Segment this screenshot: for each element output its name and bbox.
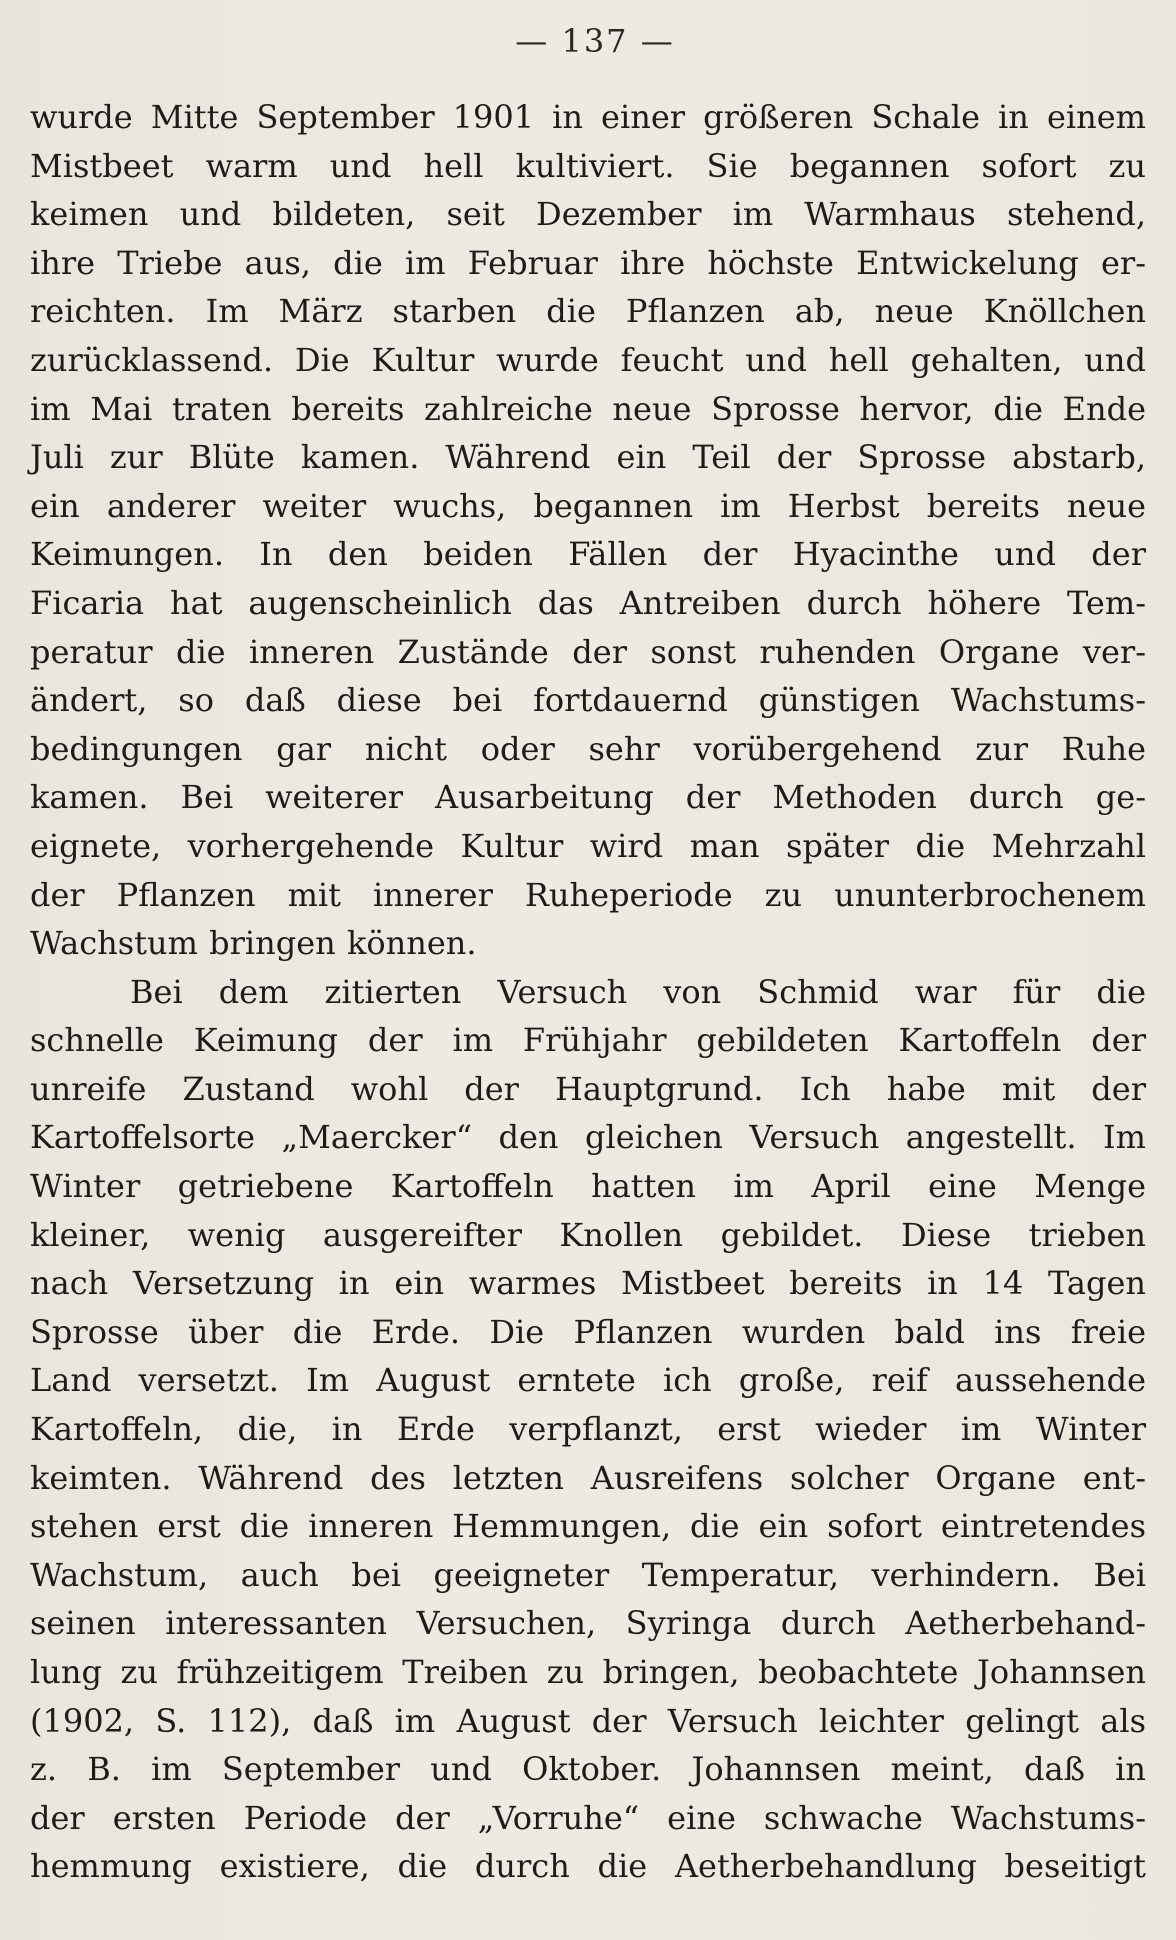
text-line: Wachstum, auch bei geeigneter Temperatur, verhindern. Bei — [30, 1555, 1146, 1594]
text-line: Ficaria hat augenscheinlich das Antreiben durch höhere Tem- — [30, 583, 1146, 622]
text-line: Winter getriebene Kartoffeln hatten im April eine Menge — [30, 1167, 1146, 1206]
text-line: Mistbeet warm und hell kultiviert. Sie begannen sofort zu — [30, 146, 1146, 185]
text-line: lung zu frühzeitigem Treiben zu bringen, beobachtete Johannsen — [30, 1653, 1146, 1691]
text-line: (1902, S. 112), daß im August der Versuch leichter gelingt als — [30, 1701, 1146, 1740]
text-line: hemmung existiere, die durch die Aetherbehandlung beseitigt — [30, 1847, 1146, 1886]
text-line: keimten. Während des letzten Ausreifens solcher Organe ent- — [30, 1458, 1146, 1497]
text-line: schnelle Keimung der im Frühjahr gebildeten Kartoffeln der — [30, 1021, 1146, 1060]
text-line: eignete, vorhergehende Kultur wird man später die Mehrzahl — [30, 826, 1146, 865]
text-line: Bei dem zitierten Versuch von Schmid war für die — [130, 972, 1146, 1011]
text-line: nach Versetzung in ein warmes Mistbeet bereits in 14 Tagen — [30, 1264, 1146, 1303]
text-line: keimen und bildeten, seit Dezember im Warmhaus stehend, — [30, 195, 1146, 234]
text-line: z. B. im September und Oktober. Johannsen meint, daß in — [30, 1750, 1146, 1789]
paragraph-2 — [30, 968, 1146, 1891]
text-line: unreife Zustand wohl der Hauptgrund. Ich habe mit der — [30, 1069, 1146, 1108]
text-line: ein anderer weiter wuchs, begannen im Herbst bereits neue — [30, 486, 1146, 525]
text-line: ändert, so daß diese bei fortdauernd günstigen Wachstums- — [30, 681, 1146, 720]
text-line: Land versetzt. Im August erntete ich große, reif aussehende — [30, 1361, 1146, 1400]
text-line: Kartoffeln, die, in Erde verpflanzt, erst wieder im Winter — [30, 1410, 1146, 1449]
text-line: stehen erst die inneren Hemmungen, die ein sofort eintretendes — [30, 1507, 1146, 1546]
text-line: Wachstum bringen können. — [30, 924, 477, 963]
text-line: peratur die inneren Zustände der sonst ruhenden Organe ver- — [30, 632, 1146, 671]
text-line: wurde Mitte September 1901 in einer größeren Schale in einem — [30, 98, 1146, 136]
text-line: der Pflanzen mit innerer Ruheperiode zu ununterbrochenem — [30, 875, 1146, 914]
page-number: — 137 — — [515, 22, 675, 60]
text-line: im Mai traten bereits zahlreiche neue Sprosse hervor, die Ende — [30, 389, 1146, 428]
paragraph-1 — [30, 93, 1146, 968]
text-line: bedingungen gar nicht oder sehr vorübergehend zur Ruhe — [30, 729, 1146, 768]
body-text — [30, 93, 1146, 1891]
text-line: reichten. Im März starben die Pflanzen ab, neue Knöllchen — [30, 292, 1146, 331]
text-line: Juli zur Blüte kamen. Während ein Teil der Sprosse abstarb, — [30, 438, 1146, 477]
text-line: kamen. Bei weiterer Ausarbeitung der Methoden durch ge- — [30, 778, 1146, 817]
text-line: ihre Triebe aus, die im Februar ihre höchste Entwickelung er- — [30, 243, 1146, 282]
text-line: der ersten Periode der „Vorruhe“ eine schwache Wachstums- — [30, 1798, 1146, 1837]
text-line: seinen interessanten Versuchen, Syringa durch Aetherbehand- — [30, 1604, 1146, 1643]
text-line: Sprosse über die Erde. Die Pflanzen wurden bald ins freie — [30, 1312, 1146, 1351]
text-line: kleiner, wenig ausgereifter Knollen gebildet. Diese trieben — [30, 1215, 1146, 1254]
text-line: zurücklassend. Die Kultur wurde feucht und hell gehalten, und — [30, 340, 1146, 379]
text-line: Kartoffelsorte „Maercker“ den gleichen Versuch angestellt. Im — [30, 1118, 1146, 1157]
text-line: Keimungen. In den beiden Fällen der Hyacinthe und der — [30, 535, 1146, 574]
